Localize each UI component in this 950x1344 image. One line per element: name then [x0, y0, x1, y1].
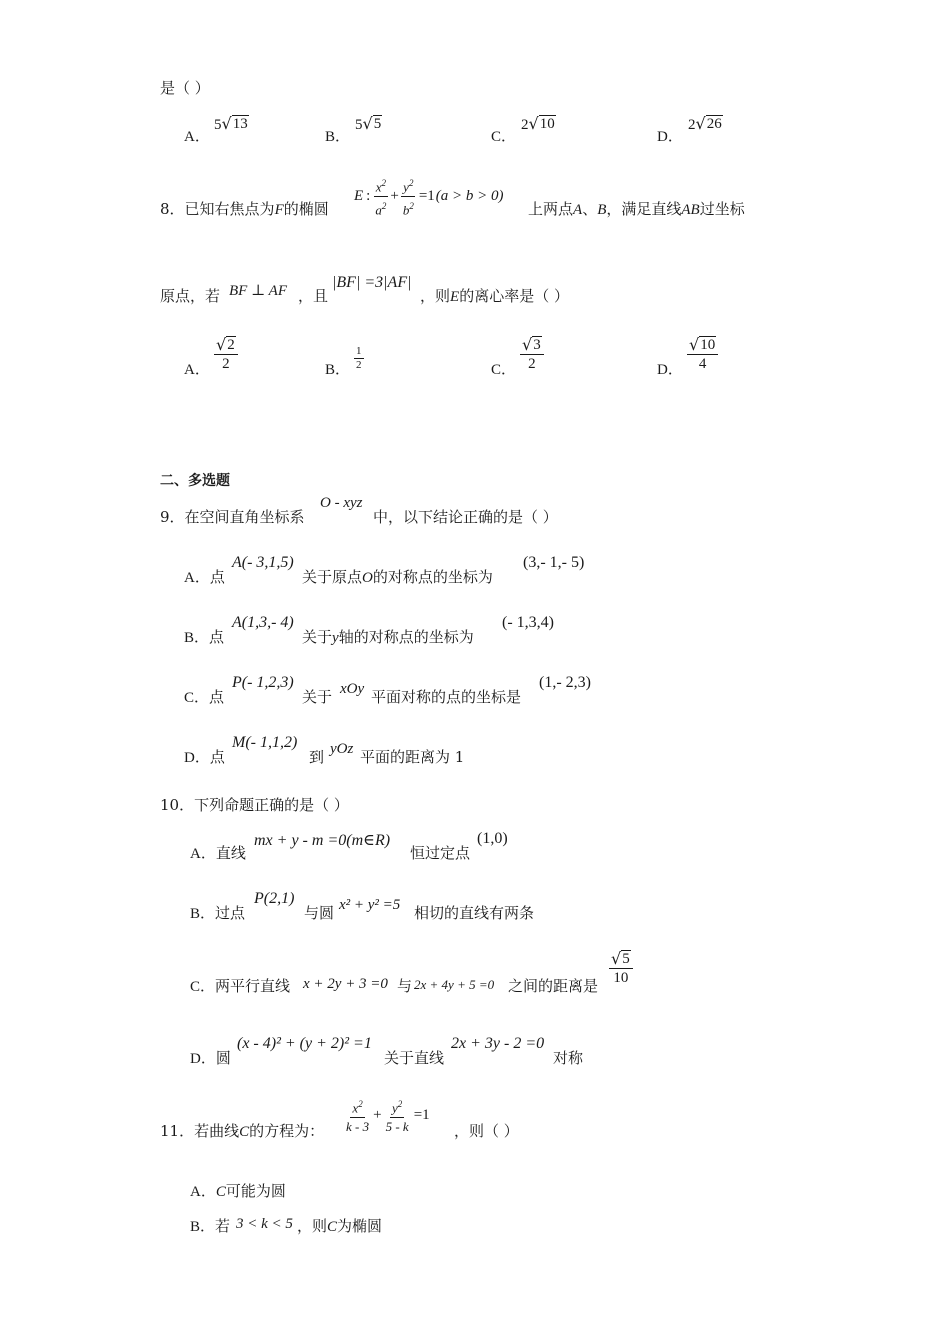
q10-d-tail: 对称: [553, 1049, 584, 1067]
q9-c-text-a: 关于: [302, 688, 333, 706]
q9-c-point: P(- 1,2,3): [232, 674, 294, 691]
q10-a-equation: mx + y - m =0(m∈R): [254, 832, 391, 849]
q9-option-a[interactable]: A．点: [184, 568, 225, 586]
q9-c-plane: xOy: [340, 681, 365, 697]
q9-a-point: A(- 3,1,5): [232, 554, 294, 571]
q10-b-tail: 相切的直线有两条: [414, 904, 535, 922]
q10-c-line2: 2x + 4y + 5 =0: [414, 977, 495, 992]
q10-option-a[interactable]: A．直线: [190, 844, 246, 862]
q10-d-text: 关于直线: [384, 1049, 445, 1067]
q8-abs-eq: |BF| =3|AF|: [332, 274, 412, 291]
q8-line1-a: 8．已知右焦点为F的椭圆: [160, 200, 329, 218]
q10-c-line1: x + 2y + 3 =0: [303, 976, 388, 992]
q7-option-d-value: 2 √ 26: [688, 114, 722, 133]
q8-option-a[interactable]: A．: [184, 362, 210, 378]
q10-b-text: 与圆: [304, 904, 335, 922]
q8-option-c[interactable]: C．: [491, 362, 517, 378]
q9-c-result: (1,- 2,3): [539, 674, 591, 691]
q10-stem: 10．下列命题正确的是（ ）: [160, 796, 349, 814]
q10-c-text-b: 之间的距离是: [508, 977, 599, 995]
q8-option-b[interactable]: B．: [325, 362, 351, 378]
q8-line2-b: ，且: [298, 287, 329, 305]
q9-option-b[interactable]: B．点: [184, 628, 225, 646]
q7-option-c[interactable]: C．: [491, 129, 517, 145]
q8-line1-b: 上两点A、B，满足直线AB过坐标: [528, 200, 745, 218]
q11-equation: $\frac{x^2}{k - 3}$ + $\frac{y^2}{5 - k}$ =1: [344, 1095, 430, 1136]
q8-perp: BF ⊥ AF: [229, 283, 287, 299]
q9-a-result: (3,- 1,- 5): [523, 554, 585, 571]
q9-stem-a: 9．在空间直角坐标系: [160, 508, 305, 526]
q10-option-b[interactable]: B．过点: [190, 904, 246, 922]
q10-option-c[interactable]: C．两平行直线: [190, 977, 291, 995]
q8-line2-a: 原点，若: [160, 287, 221, 305]
q9-d-text-b: 平面的距离为 1: [360, 748, 465, 766]
q7-tail: 是（ ）: [160, 79, 210, 97]
q11-b-text: ，则C为椭圆: [297, 1217, 383, 1235]
q11-stem-a: 11．若曲线C的方程为：: [160, 1122, 325, 1140]
q9-d-point: M(- 1,1,2): [232, 734, 298, 751]
q10-option-d[interactable]: D．圆: [190, 1049, 231, 1067]
q7-option-b-value: 5 √ 5: [355, 114, 382, 133]
q7-option-b[interactable]: B．: [325, 129, 351, 145]
q10-a-result: (1,0): [477, 830, 508, 847]
q7-option-a-value: 5 √ 13: [214, 114, 248, 133]
q9-d-plane: yOz: [330, 741, 354, 757]
q8-option-b-value: $\frac{1}{2}$: [356, 345, 362, 371]
q8-option-c-value: √ 3 2: [520, 336, 544, 373]
q10-b-equation: x² + y² =5: [339, 897, 401, 913]
q11-stem-b: ，则（ ）: [454, 1122, 519, 1140]
q8-option-a-value: √ 2 2: [214, 336, 238, 373]
q10-d-equation: (x - 4)² + (y + 2)² =1: [237, 1035, 372, 1052]
q11-option-b[interactable]: B．若: [190, 1217, 231, 1235]
section-title: 二、多选题: [160, 473, 230, 489]
q9-option-d[interactable]: D．点: [184, 748, 225, 766]
q10-c-text-a: 与: [397, 977, 413, 995]
q8-ellipse-equation: E : $\frac{x^2}{a^2}$ + $\frac{y^2}{b^2}$ =1 (a > b > 0): [354, 174, 504, 220]
q10-a-text: 恒过定点: [410, 844, 471, 862]
q9-c-text-b: 平面对称的点的坐标是: [371, 688, 522, 706]
q8-option-d-value: √ 10 4: [687, 336, 718, 373]
q9-d-text-a: 到: [309, 748, 325, 766]
q7-option-d[interactable]: D．: [657, 129, 683, 145]
q10-d-line: 2x + 3y - 2 =0: [451, 1035, 545, 1052]
q9-stem-b: 中，以下结论正确的是（ ）: [373, 508, 558, 526]
q9-b-result: (- 1,3,4): [502, 614, 554, 631]
q9-system: O - xyz: [320, 495, 363, 511]
q9-option-c[interactable]: C．点: [184, 688, 225, 706]
q8-number: 8．: [160, 200, 185, 218]
q9-b-point: A(1,3,- 4): [232, 614, 294, 631]
q10-b-point: P(2,1): [254, 890, 295, 907]
q7-option-a[interactable]: A．: [184, 129, 210, 145]
q8-line2-c: ，则E的离心率是（ ）: [420, 287, 569, 305]
q10-c-fraction: √ 5 10: [609, 950, 633, 987]
q9-b-text: 关于y轴的对称点的坐标为: [302, 628, 474, 646]
q11-b-condition: 3 < k < 5: [236, 1216, 293, 1232]
q9-a-text: 关于原点O的对称点的坐标为: [302, 568, 493, 586]
q7-option-c-value: 2 √ 10: [521, 114, 555, 133]
q8-option-d[interactable]: D．: [657, 362, 683, 378]
q11-option-a[interactable]: A．C可能为圆: [190, 1182, 286, 1200]
